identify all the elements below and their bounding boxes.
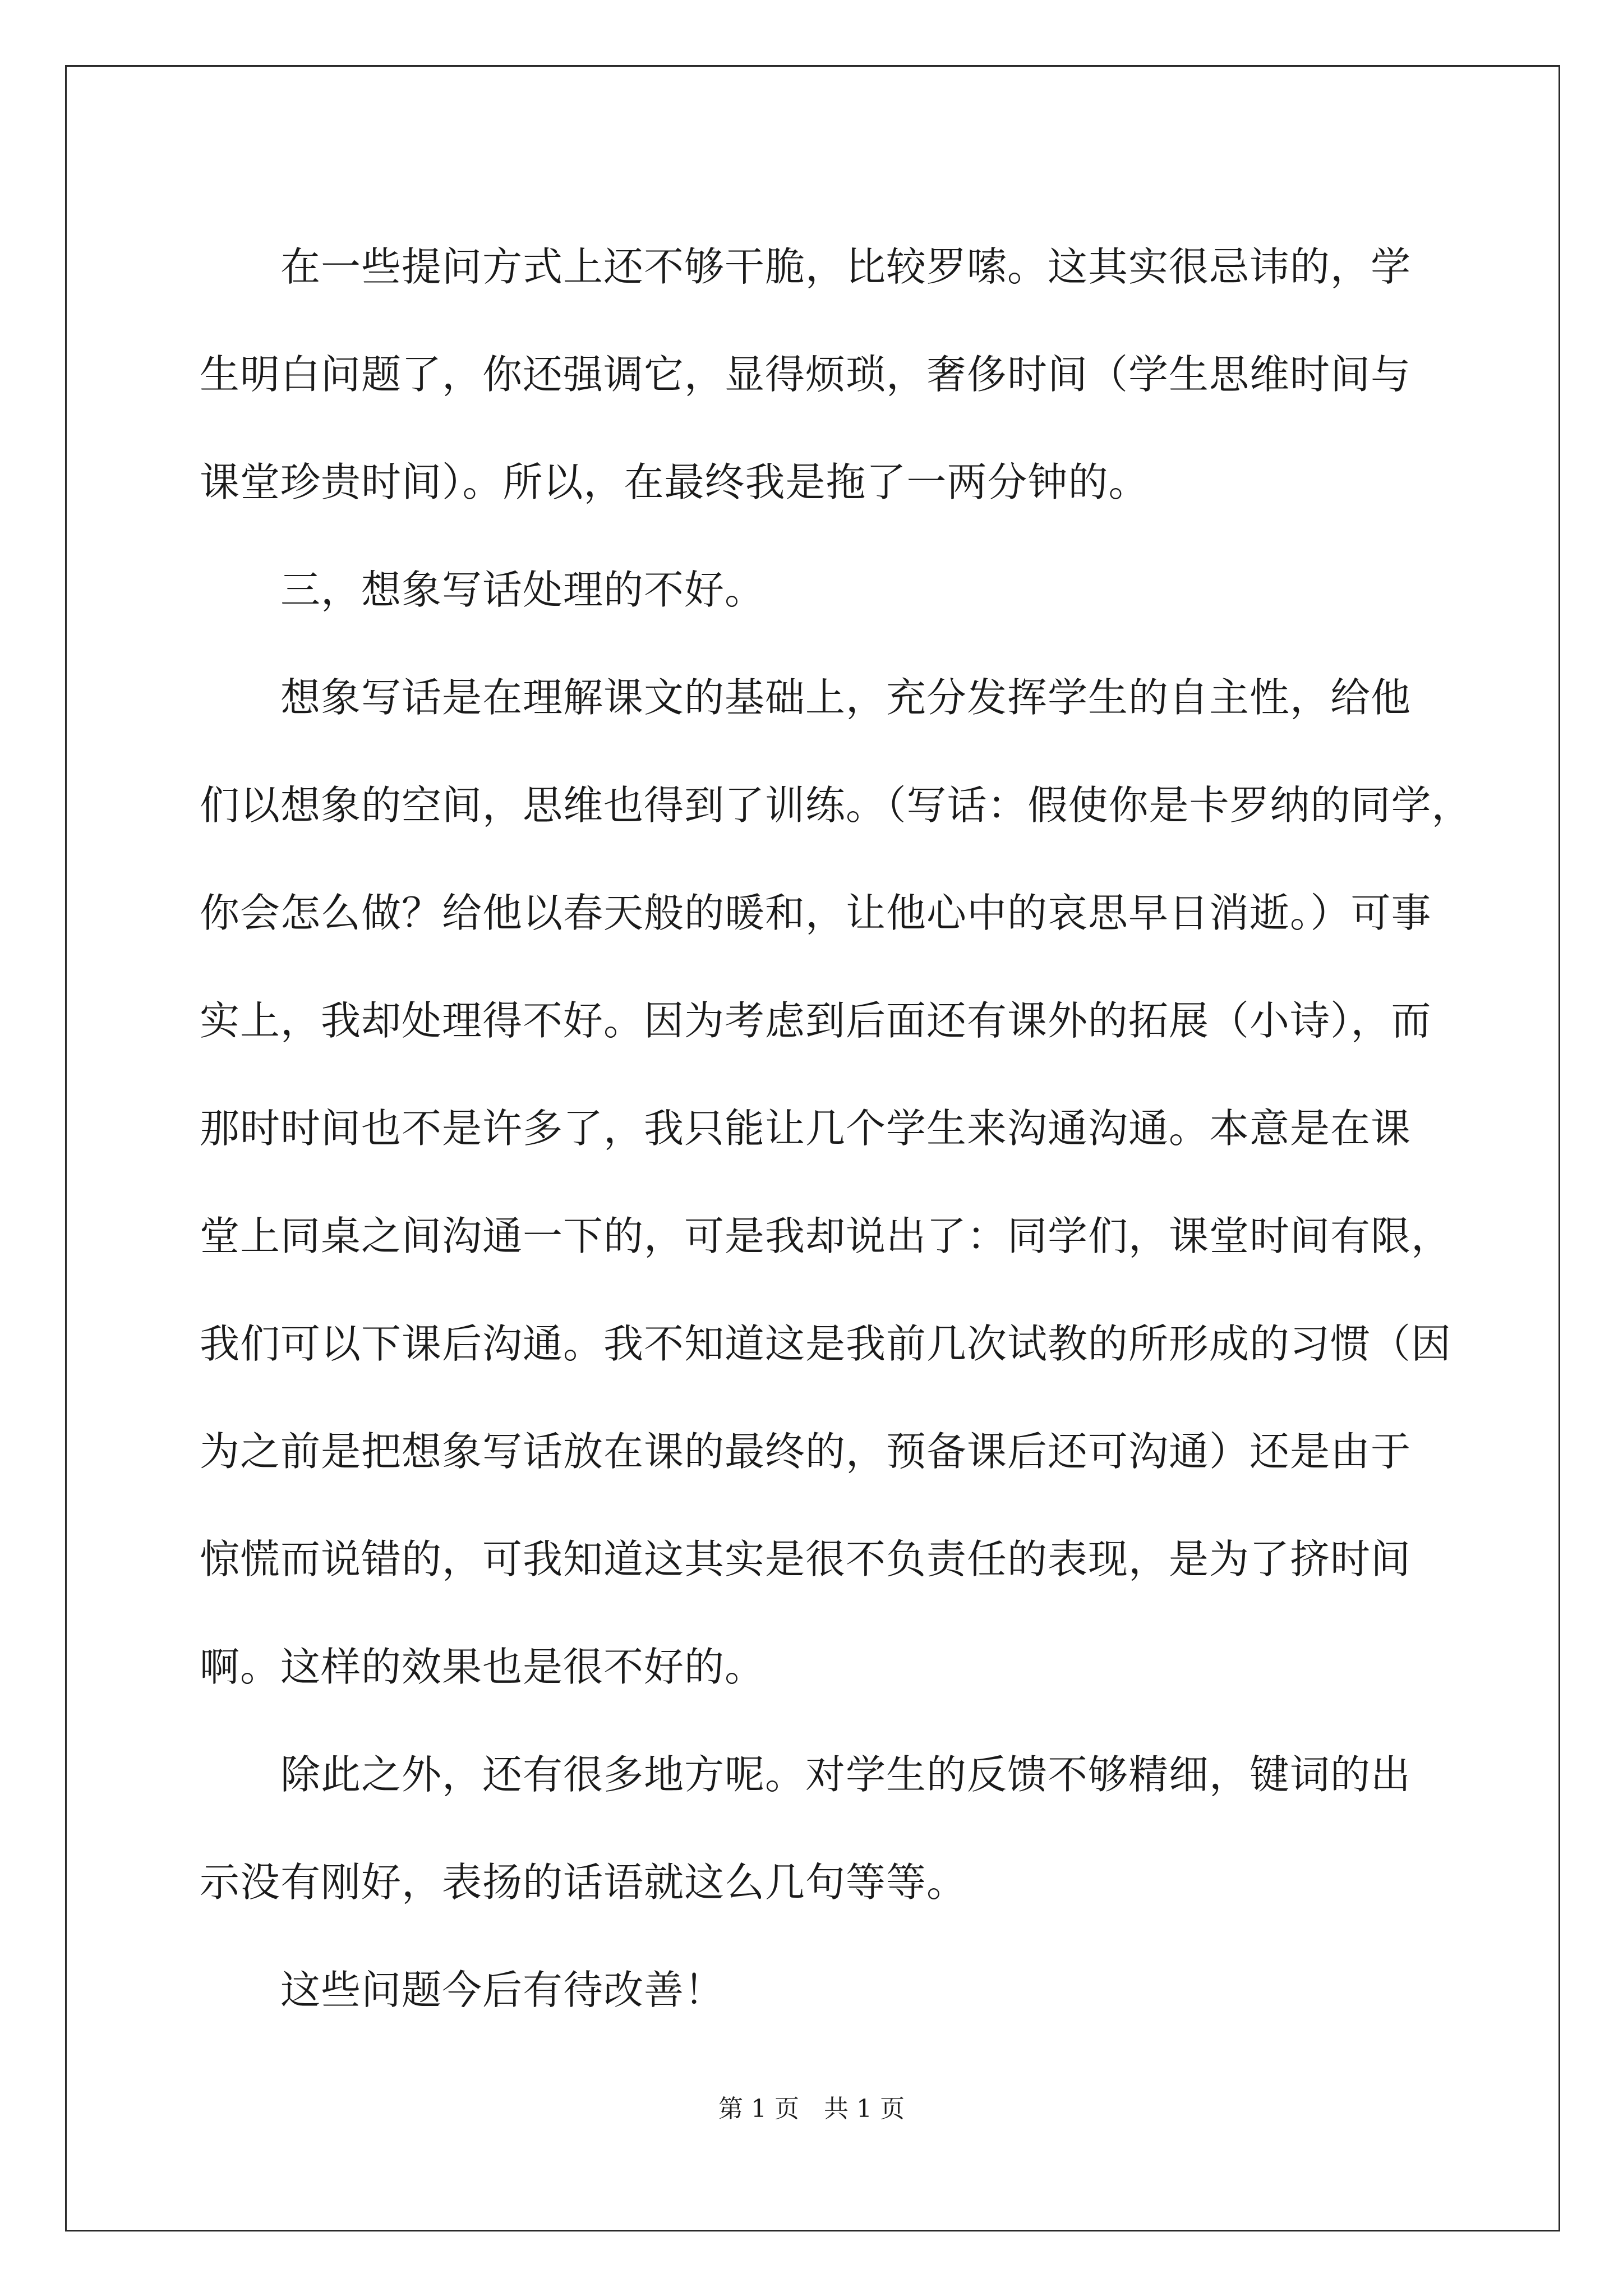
paragraph-line: 你会怎么做？给他以春天般的暖和，让他心中的哀思早日消逝。）可事 xyxy=(200,890,1432,936)
paragraph-line: 那时时间也不是许多了，我只能让几个学生来沟通沟通。本意是在课 xyxy=(200,1105,1412,1152)
document-body xyxy=(200,213,1472,2044)
paragraph-line: 这些问题今后有待改善！ xyxy=(200,1967,725,2013)
paragraph-line: 在一些提问方式上还不够干脆，比较罗嗦。这其实很忌讳的，学 xyxy=(200,243,1412,290)
paragraph-line: 我们可以下课后沟通。我不知道这是我前几次试教的所形成的习惯（因 xyxy=(200,1320,1452,1367)
paragraph-line: 为之前是把想象写话放在课的最终的，预备课后还可沟通）还是由于 xyxy=(200,1428,1412,1475)
paragraph-line: 啊。这样的效果也是很不好的。 xyxy=(200,1644,766,1690)
paragraph-line: 想象写话是在理解课文的基础上，充分发挥学生的自主性，给他 xyxy=(200,674,1412,721)
paragraph-line: 们以想象的空间，思维也得到了训练。（写话：假使你是卡罗纳的同学， xyxy=(200,782,1472,829)
section-heading: 三，想象写话处理的不好。 xyxy=(200,567,766,613)
paragraph-line: 堂上同桌之间沟通一下的，可是我却说出了：同学们，课堂时间有限， xyxy=(200,1213,1452,1259)
paragraph-line: 示没有刚好，表扬的话语就这么几句等等。 xyxy=(200,1859,967,1906)
paragraph-line: 除此之外，还有很多地方呢。对学生的反馈不够精细，键词的出 xyxy=(200,1751,1412,1798)
paragraph-line: 课堂珍贵时间）。所以，在最终我是拖了一两分钟的。 xyxy=(200,459,1149,505)
paragraph-line: 实上，我却处理得不好。因为考虑到后面还有课外的拓展（小诗），而 xyxy=(200,997,1432,1044)
paragraph-line: 惊慌而说错的，可我知道这其实是很不负责任的表现，是为了挤时间 xyxy=(200,1536,1412,1582)
page-number-footer: 第 1 页 共 1 页 xyxy=(718,2095,905,2123)
paragraph-line: 生明白问题了，你还强调它，显得烦琐，奢侈时间（学生思维时间与 xyxy=(200,351,1412,398)
